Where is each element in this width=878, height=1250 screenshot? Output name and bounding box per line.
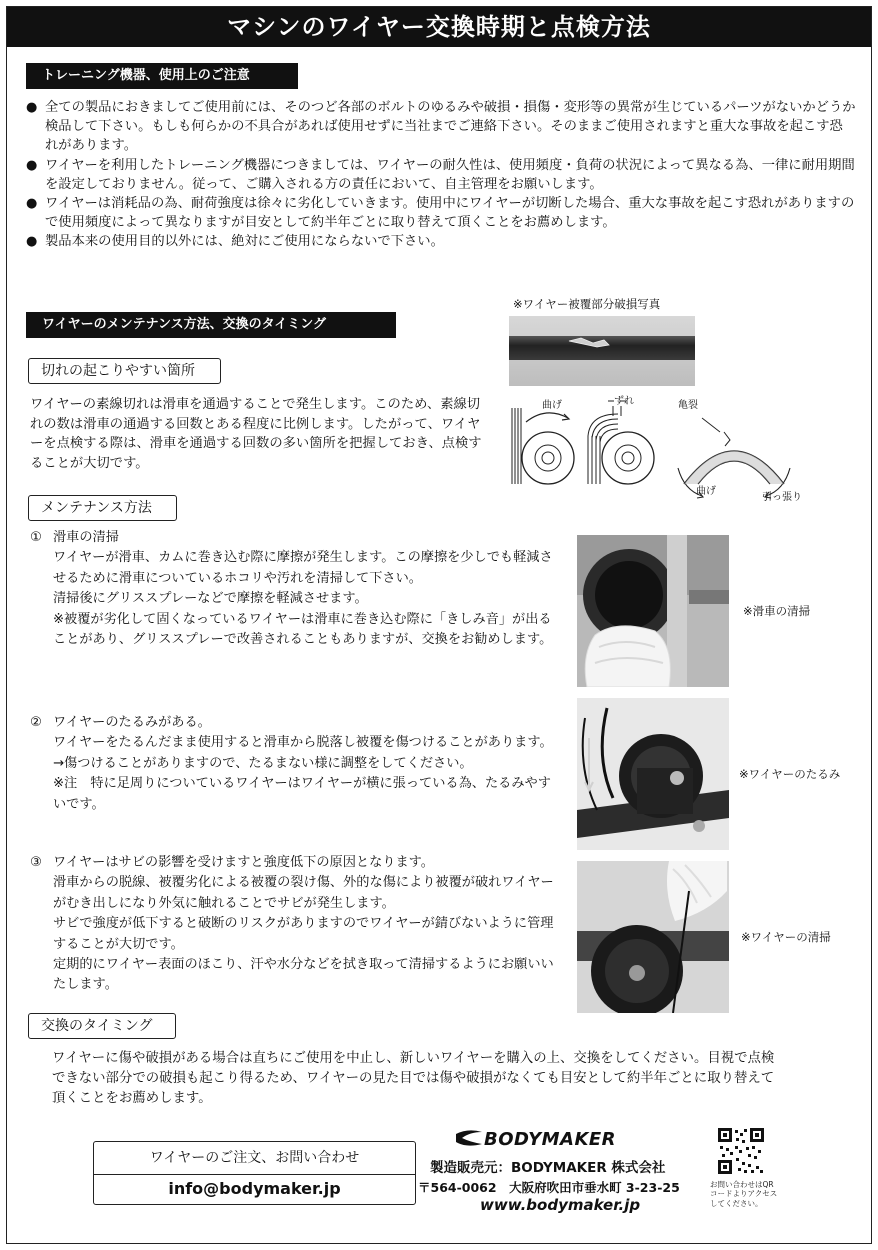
item-line: ワイヤーが滑車、カムに巻き込む際に摩擦が発生します。この摩擦を少しでも軽減させるために滑車についているホコリや汚れを清掃して下さい。 xyxy=(53,550,553,586)
brand-swoosh-icon xyxy=(454,1128,484,1148)
diagram-crack-label: 亀裂 xyxy=(678,400,698,411)
caution-heading: トレーニング機器、使用上のご注意 xyxy=(26,63,298,89)
maintenance-method-label: メンテナンス方法 xyxy=(28,495,177,521)
wire-cleaning-caption: ※ワイヤーの清掃 xyxy=(741,930,831,944)
caution-item: ● 製品本来の使用目的以外には、絶対にご使用にならないで下さい。 xyxy=(26,232,856,251)
contact-title: ワイヤーのご注文、お問い合わせ xyxy=(94,1142,415,1175)
item-line: ※注 特に足周りについているワイヤーはワイヤーが横に張っている為、たるみやすいです。 xyxy=(53,776,551,812)
item-heading: ワイヤーはサビの影響を受けますと強度低下の原因となります。 xyxy=(53,855,434,870)
item-heading: 滑車の清掃 xyxy=(53,530,119,545)
brand-logo: BODYMAKER xyxy=(454,1128,616,1150)
bullet-icon: ● xyxy=(26,234,38,250)
item-line: サビで強度が低下すると破断のリスクがありますのでワイヤーが錆びないように管理することが大切です。 xyxy=(53,916,554,952)
qr-code-icon[interactable] xyxy=(718,1128,764,1174)
break-points-label: 切れの起こりやすい箇所 xyxy=(28,358,221,384)
item-number: ① xyxy=(30,530,42,545)
wire-slack-caption: ※ワイヤーのたるみ xyxy=(739,767,841,781)
break-points-text: ワイヤーの素線切れは滑車を通過することで発生します。このため、素線切れの数は滑車の通過する回数とある程度に比例します。したがって、ワイヤーを点検する際は、滑車を通過する回数の多い箇所を把握しておき、点検することが大切です。 xyxy=(30,397,482,471)
caution-item: ● ワイヤーは消耗品の為、耐荷強度は徐々に劣化していきます。使用中にワイヤーが切断した場合、重大な事故を起こす恐れがありますので使用頻度によって異なりますが目安として約半年ごとに取り替えて頂くことをお薦めします。 xyxy=(26,196,855,231)
contact-email-link[interactable]: info@bodymaker.jp xyxy=(168,1179,341,1198)
website-link[interactable]: www.bodymaker.jp xyxy=(480,1196,641,1214)
item-line: 清掃後にグリススプレーなどで摩擦を軽減させます。 xyxy=(53,591,368,607)
item-heading: ワイヤーのたるみがある。 xyxy=(53,715,211,730)
pulley-cleaning-photo xyxy=(577,535,729,687)
item-number: ③ xyxy=(30,855,42,870)
diagram-pull-label: 引っ張り xyxy=(762,492,802,503)
wire-cleaning-photo xyxy=(577,861,729,1013)
wire-bend-diagram xyxy=(506,392,806,504)
company-name: 製造販売元：BODYMAKER 株式会社 xyxy=(430,1160,666,1176)
item-number: ② xyxy=(30,715,42,730)
qr-note: お問い合わせはQRコードよりアクセスしてください。 xyxy=(710,1180,778,1208)
bullet-icon: ● xyxy=(26,196,38,212)
maintenance-item-1 xyxy=(30,528,560,650)
diagram-bend-label-1: 曲げ xyxy=(542,400,562,411)
timing-label: 交換のタイミング xyxy=(28,1013,176,1039)
timing-text: ワイヤーに傷や破損がある場合は直ちにご使用を中止し、新しいワイヤーを購入の上、交換をしてください。目視で点検できない部分での破損も起こり得るため、ワイヤーの見た目では傷や破損がなくても目安として約半年ごとに取り替えて頂くことをお薦めします。 xyxy=(52,1051,775,1106)
page-title: マシンのワイヤー交換時期と点検方法 xyxy=(7,7,871,47)
maintenance-item-3 xyxy=(30,853,560,996)
bullet-icon: ● xyxy=(26,157,38,173)
maintenance-heading: ワイヤーのメンテナンス方法、交換のタイミング xyxy=(26,312,396,338)
caution-item: ● ワイヤーを利用したトレーニング機器につきましては、ワイヤーの耐久性は、使用頻度・負荷の状況によって異なる為、一律に耐用期間を設定しておりません。従って、ご購入される方の責任において、自主管理をお願いします。 xyxy=(26,157,855,192)
item-line: ワイヤーをたるんだまま使用すると滑車から脱落し被覆を傷つけることがあります。 xyxy=(53,735,553,751)
company-address: 〒564-0062 大阪府吹田市垂水町 3-23-25 xyxy=(418,1180,680,1195)
caution-list xyxy=(26,98,856,252)
contact-box xyxy=(93,1141,416,1205)
maintenance-item-2 xyxy=(30,713,560,815)
item-line: →傷つけることがありますので、たるまない様に調整をしてください。 xyxy=(53,755,473,771)
diagram-bend-label-2: 曲げ xyxy=(696,486,716,497)
item-line: ※被覆が劣化して固くなっているワイヤーは滑車に巻き込む際に「きしみ音」が出ることがあり、グリススプレーで改善されることもありますが、交換をお勧めします。 xyxy=(53,611,553,648)
pulley-cleaning-caption: ※滑車の清掃 xyxy=(743,604,811,618)
diagram-shift-label: ずれ xyxy=(614,396,634,407)
broken-wire-photo xyxy=(509,316,695,386)
caution-item: ● 全ての製品におきましてご使用前には、そのつど各部のボルトのゆるみや破損・損傷・変形等の異常が生じているパーツがないかどうか検品して下さい。もしも何らかの不具合があれば使用せずに当社までご連絡下さい。そのままご使用されますと重大な事故を起こす恐れがあります。 xyxy=(26,100,856,154)
item-line: 滑車からの脱線、被覆劣化による被覆の裂け傷、外的な傷により被覆が破れワイヤーがむき出しになり外気に触れることでサビが発生します。 xyxy=(53,875,554,911)
broken-photo-caption: ※ワイヤー被覆部分破損写真 xyxy=(513,297,661,311)
wire-slack-photo xyxy=(577,698,729,850)
item-line: 定期的にワイヤー表面のほこり、汗や水分などを拭き取って清掃するようにお願いいたします。 xyxy=(53,957,554,993)
bullet-icon: ● xyxy=(26,100,38,115)
